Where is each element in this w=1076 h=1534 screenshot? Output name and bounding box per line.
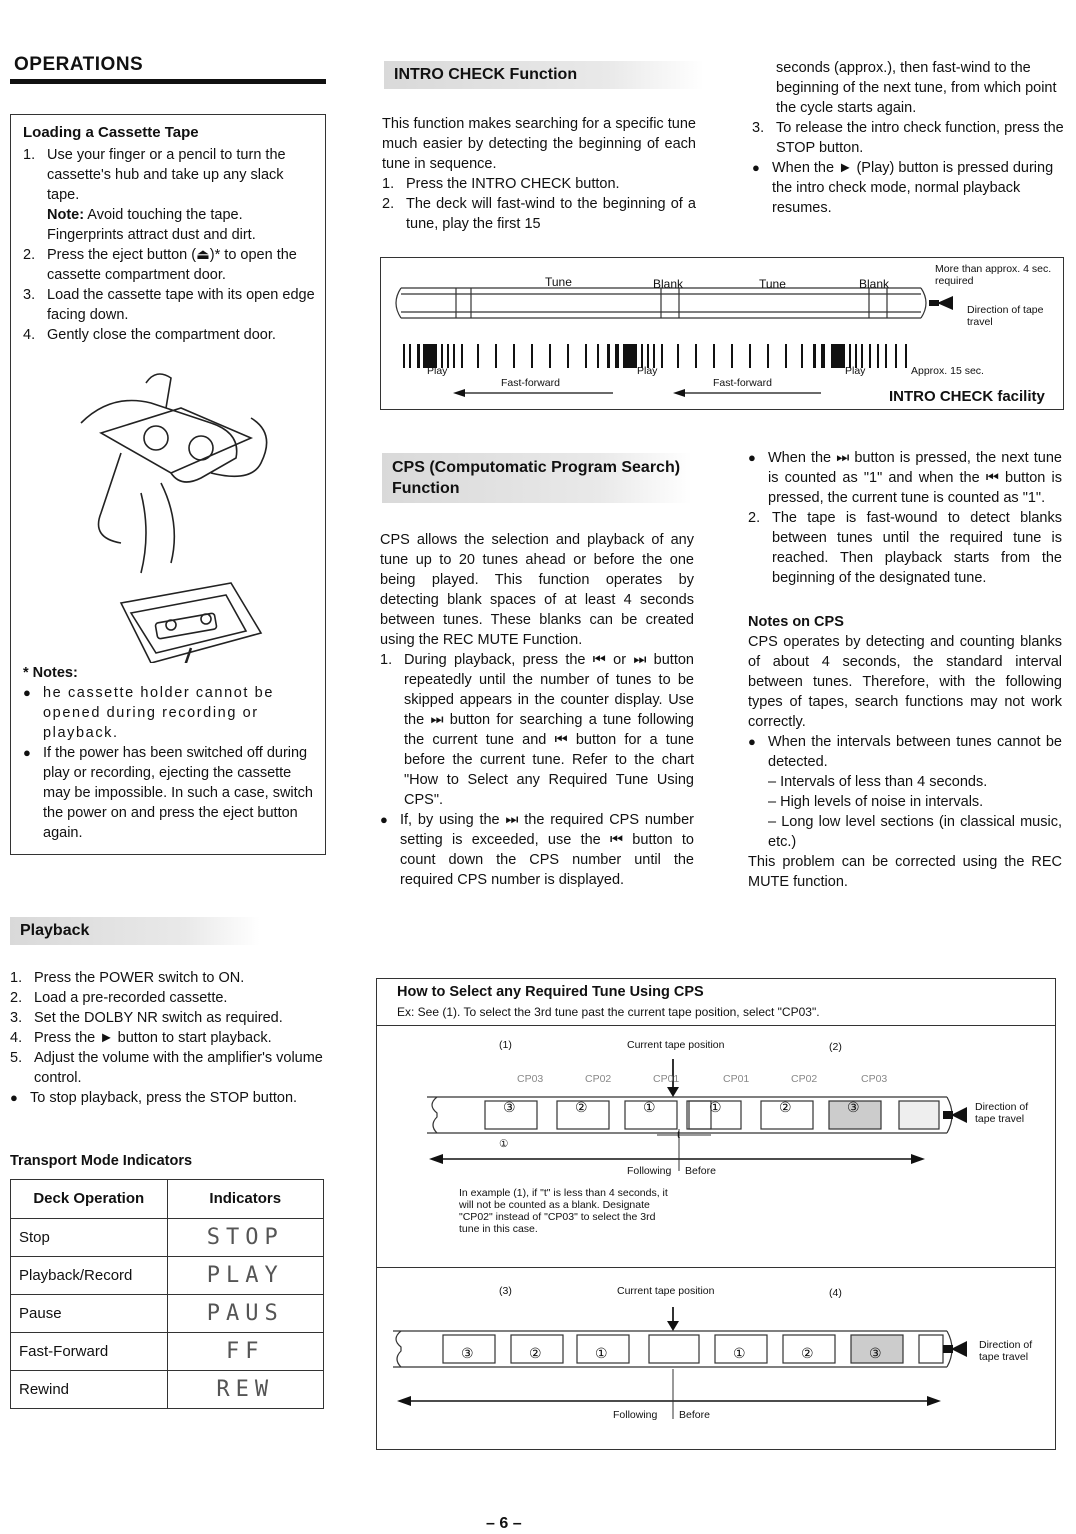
label-more-than: More than approx. 4 sec. required <box>935 263 1052 287</box>
label-direction: Direction of tape travel <box>979 1339 1033 1363</box>
label-play: Play <box>845 365 866 377</box>
tune-marker: ③ <box>461 1345 474 1361</box>
label-current-position: Current tape position <box>617 1285 715 1297</box>
tune-marker: ③ <box>503 1099 516 1115</box>
label-before: Before <box>685 1165 716 1177</box>
tune-marker: ① <box>595 1345 608 1361</box>
table-row: Playback/Record PLAY <box>11 1257 324 1295</box>
cps-title: CPS (Computomatic Program Search) Function <box>382 453 692 503</box>
label-2: (2) <box>829 1041 842 1053</box>
tune-marker: ① <box>733 1345 746 1361</box>
diagram-caption: INTRO CHECK facility <box>889 388 1045 405</box>
intro-check-diagram <box>380 257 1064 410</box>
label-fast-forward: Fast-forward <box>713 377 772 389</box>
tune-marker: ② <box>801 1345 814 1361</box>
title-rule <box>10 79 326 84</box>
howto-box <box>376 978 1056 1450</box>
label-direction: Direction of tape travel <box>975 1101 1029 1125</box>
note: Note: Avoid touching the tape. Fingerprints attract dust and dirt. <box>47 207 256 243</box>
table-row: Rewind REW <box>11 1371 324 1409</box>
list-item: 5. Adjust the volume with the amplifier's volume control. <box>10 1050 323 1086</box>
howto-note: In example (1), if "t" is less than 4 seconds, it will not be counted as a blank. Designate "CP02" instead of "CP03" to select the 3rd tune in this case. <box>459 1187 668 1235</box>
label-direction: Direction of tape travel <box>967 304 1044 328</box>
label-4: (4) <box>829 1287 842 1299</box>
section-title: OPERATIONS <box>14 54 144 75</box>
label-play: Play <box>637 365 658 377</box>
cps-code: CP01 <box>653 1073 680 1085</box>
label-tune: Tune <box>759 277 786 291</box>
intro-text: This function makes searching for a specific tune much easier by detecting the beginning of each tune in sequence. 1. Press the INTRO CHECK button. 2. The deck will fast-wind to the beginning of a tune, play the first 15 <box>382 116 696 232</box>
howto-example: Ex: See (1). To select the 3rd tune past the current tape position, select "CP03". <box>397 1005 820 1019</box>
list-item: ● To stop playback, press the STOP button. <box>10 1090 298 1106</box>
playback-title: Playback <box>10 917 260 945</box>
cps-diagram-2 <box>377 1307 1055 1427</box>
table-row: Deck Operation Indicators <box>11 1180 324 1219</box>
cps-code: CP03 <box>861 1073 888 1085</box>
cps-code: CP02 <box>791 1073 818 1085</box>
list-item: 2. Load a pre-recorded cassette. <box>10 990 228 1006</box>
label-following: Following <box>627 1165 672 1177</box>
table-row: Stop STOP <box>11 1219 324 1257</box>
page-number: – 6 – <box>486 1515 522 1532</box>
list-item: 4. Gently close the compartment door. <box>23 327 276 343</box>
tune-marker: ② <box>779 1099 792 1115</box>
tune-marker: ③ <box>847 1099 860 1115</box>
indicators-title: Transport Mode Indicators <box>10 1153 193 1169</box>
label-fast-forward: Fast-forward <box>501 377 560 389</box>
label-blank: Blank <box>653 277 684 291</box>
tune-marker: ① <box>643 1099 656 1115</box>
loading-box <box>10 114 326 855</box>
list-item: 3. Set the DOLBY NR switch as required. <box>10 1010 283 1026</box>
tune-marker: ② <box>575 1099 588 1115</box>
label-blank: Blank <box>859 277 890 291</box>
label-following: Following <box>613 1409 658 1421</box>
intro-text-cont: seconds (approx.), then fast-wind to the beginning of the next tune, from which point the cycle starts again. 3. To release the intro check function, press the STOP button. ● When the ► (Play) button is pressed during the intro check mode, normal playback resumes. <box>752 60 1064 216</box>
tune-marker: ③ <box>869 1345 882 1361</box>
notes-title: * Notes: <box>23 665 78 681</box>
label-current-position: Current tape position <box>627 1039 725 1051</box>
howto-title: How to Select any Required Tune Using CPS <box>397 984 704 1000</box>
intro-title: INTRO CHECK Function <box>384 61 704 89</box>
cassette-illustration <box>61 363 301 663</box>
table-row: Fast-Forward FF <box>11 1333 324 1371</box>
list-item: 1. Use your finger or a pencil to turn the cassette's hub and take up any slack tape. <box>23 147 286 203</box>
label-approx: Approx. 15 sec. <box>911 365 984 377</box>
label-play: Play <box>427 365 448 377</box>
list-item: 4. Press the ► button to start playback. <box>10 1030 272 1046</box>
label-1: (1) <box>499 1039 512 1051</box>
tune-marker: ① <box>499 1138 509 1150</box>
label-3: (3) <box>499 1285 512 1297</box>
label-t: t <box>677 1129 680 1141</box>
cps-code: CP01 <box>723 1073 750 1085</box>
list-item: 3. Load the cassette tape with its open edge facing down. <box>23 287 315 323</box>
loading-title: Loading a Cassette Tape <box>23 124 199 141</box>
label-before: Before <box>679 1409 710 1421</box>
list-item: 1. Press the POWER switch to ON. <box>10 970 245 986</box>
cps-code: CP02 <box>585 1073 612 1085</box>
list-item: ● If the power has been switched off during play or recording, ejecting the cassette may be impossible. In such a case, switch the power on and press the eject button again. <box>23 745 313 841</box>
cps-text: CPS allows the selection and playback of any tune up to 20 tunes ahead or before the one being played. This function operates by detecting blank spaces of at least 4 seconds between tunes. These blanks can be created using the REC MUTE Function. 1. During playback, press the ⏮ or ⏭ button repeatedly until the number of tunes to be skipped appears in the counter display. Use the ⏭ button for searching a tune following the current tune and ⏮ button for a tune before the current tune. Refer to the chart "How to Select any Required Tune Using CPS". ● If, by using the ⏭ the required CPS number setting is exceeded, use the ⏮ button to count down the CPS number until the required CPS number is displayed. <box>380 532 694 888</box>
tune-marker: ② <box>529 1345 542 1361</box>
cps-code: CP03 <box>517 1073 544 1085</box>
playback-steps <box>10 968 326 1108</box>
indicators-table <box>10 1179 324 1409</box>
list-item: 2. Press the eject button (⏏)* to open the cassette compartment door. <box>23 247 297 283</box>
cps-diagram-1 <box>377 1059 1055 1179</box>
list-item: ● he cassette holder cannot be opened during recording or playback. <box>23 685 275 741</box>
label-tune: Tune <box>545 275 572 289</box>
table-row: Pause PAUS <box>11 1295 324 1333</box>
tune-marker: ① <box>709 1099 722 1115</box>
cps-text-right: ● When the ⏭ button is pressed, the next tune is counted as "1" and when the ⏮ button is pressed, the current tune is counted as "1". 2. The tape is fast-wound to detect blanks between tunes until the required tune is reached. Then playback starts from the beginning of the designated tune. Notes on CPS CPS operates by detecting and counting blanks of about 4 seconds, the standard interval between tunes. Therefore, with the following types of tapes, search functions may not work correctly. ● When the intervals between tunes cannot be detected. – Intervals of less than 4 seconds. – High levels of noise in intervals. – Long low level sections (in classical music, etc.) This problem can be corrected using the REC MUTE function. <box>748 450 1062 890</box>
